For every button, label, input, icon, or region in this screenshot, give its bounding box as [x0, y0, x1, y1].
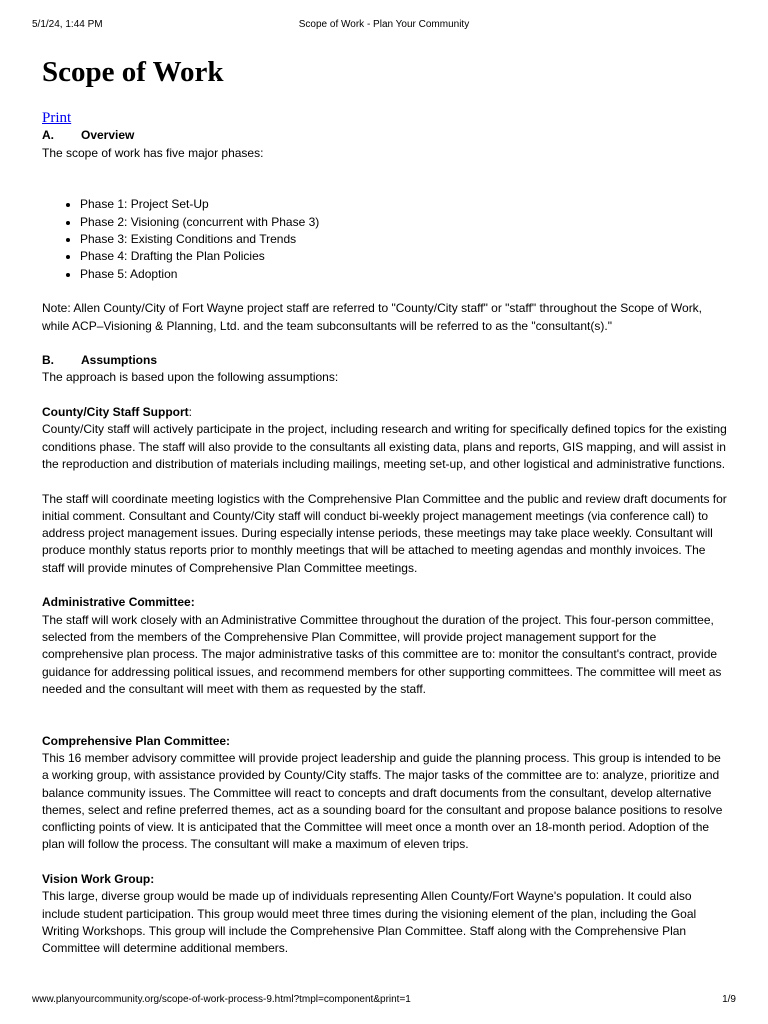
vision-work-group-para: This large, diverse group would be made up of individuals representing Allen County/Fort Wayne's population. It could also include student participation. This group would meet three times during the visioning element of the plan, including the Goal Writing Workshops. This group will include the Comprehensive Plan Committee. Staff along with the Comprehensive Plan Committee will determine additional members.: [42, 889, 697, 956]
phase-list: [42, 196, 728, 282]
page-counter: 1/9: [722, 994, 736, 1005]
print-header: [32, 18, 736, 32]
spacer: [42, 473, 728, 490]
spacer: [42, 715, 728, 732]
admin-committee-para: The staff will work closely with an Administrative Committee throughout the duration of the project. This four-person committee, selected from the members of the Comprehensive Plan Committee, will provide project management support for the comprehensive plan process. The major administrative tasks of this committee are to: monitor the consultant's contract, provide guidance for addressing political issues, and recommend members for other supporting committees. The committee will meet as needed and the consultant will meet with them as requested by the staff.: [42, 612, 722, 696]
staff-note: Note: Allen County/City of Fort Wayne project staff are referred to "County/City staff" or "staff" throughout the Scope of Work, while ACP–Visioning & Planning, Ltd. and the team subconsultants will be referred to as the "consultant(s).": [42, 301, 703, 333]
print-url: www.planyourcommunity.org/scope-of-work-process-9.html?tmpl=component&print=1: [32, 994, 411, 1005]
spacer: [42, 577, 728, 594]
spacer: [42, 335, 728, 352]
list-item-phase-4: • Phase 4: Drafting the Plan Policies: [80, 248, 728, 265]
section-b-intro: The approach is based upon the following assumptions:: [42, 370, 339, 385]
list-item-phase-5: • Phase 5: Adoption: [80, 266, 728, 283]
list-item-phase-3: • Phase 3: Existing Conditions and Trends: [80, 231, 728, 248]
spacer: [42, 698, 728, 715]
list-item-phase-1: • Phase 1: Project Set-Up: [80, 196, 728, 213]
page-title: Scope of Work: [42, 56, 224, 88]
spacer: [42, 387, 728, 404]
spacer: [42, 179, 728, 196]
vision-work-group-heading: Vision Work Group:: [42, 872, 155, 887]
section-a-title: Overview: [81, 128, 135, 143]
spacer: [42, 283, 728, 300]
print-page-title: Scope of Work - Plan Your Community: [298, 19, 470, 30]
section-a-heading: [42, 127, 728, 144]
list-item-phase-2: • Phase 2: Visioning (concurrent with Phase 3): [80, 214, 728, 231]
comp-plan-committee-para: This 16 member advisory committee will provide project leadership and guide the planning process. This group is intended to be a working group, with assistance provided by County/City staffs. The major tasks of the committee are to: analyze, prioritize and balance community issues. The Committee will react to concepts and draft documents from the consultant, develop alternative themes, select and refine preferred themes, act as a sounding board for the consultant and propose balance positions to resolve conflicting points of view. It is anticipated that the Committee will meet once a month over an 18-month period. Adoption of the plan will follow the process. The consultant will make a maximum of eleven trips.: [42, 750, 723, 852]
staff-support-para-1: County/City staff will actively participate in the project, including research and writing for specifically defined topics for the existing conditions phase. The staff will also provide to the consultants all existing data, plans and reports, GIS mapping, and will assist in the reproduction and distribution of materials including mailings, meeting set-up, and other logistical and administrative functions.: [42, 422, 727, 471]
admin-committee-heading: Administrative Committee:: [42, 595, 195, 610]
section-b-number: B.: [42, 353, 54, 368]
section-a-number: A.: [42, 128, 54, 143]
document-body: [42, 54, 728, 958]
spacer: [42, 162, 728, 179]
staff-support-colon: :: [188, 405, 192, 420]
staff-support-para-2: The staff will coordinate meeting logistics with the Comprehensive Plan Committee and the public and review draft documents for initial comment. Consultant and County/City staff will conduct bi-weekly project management meetings (via conference call) to address project management issues. During especially intense periods, these meetings may take place weekly. Consultant will produce monthly status reports prior to monthly meetings that will be attached to meeting agendas and monthly invoices. The staff will provide minutes of Comprehensive Plan Committee meetings.: [42, 491, 727, 575]
print-datetime: 5/1/24, 1:44 PM: [32, 19, 103, 30]
section-b-title: Assumptions: [81, 353, 158, 368]
section-a-intro: The scope of work has five major phases:: [42, 145, 264, 160]
staff-support-title: County/City Staff Support: [42, 405, 189, 420]
section-b-heading: [42, 352, 728, 369]
spacer: [42, 854, 728, 871]
comp-plan-committee-heading: Comprehensive Plan Committee:: [42, 733, 231, 748]
print-link[interactable]: Print: [42, 110, 72, 126]
staff-support-heading: [42, 404, 728, 421]
print-footer: [32, 993, 736, 1007]
